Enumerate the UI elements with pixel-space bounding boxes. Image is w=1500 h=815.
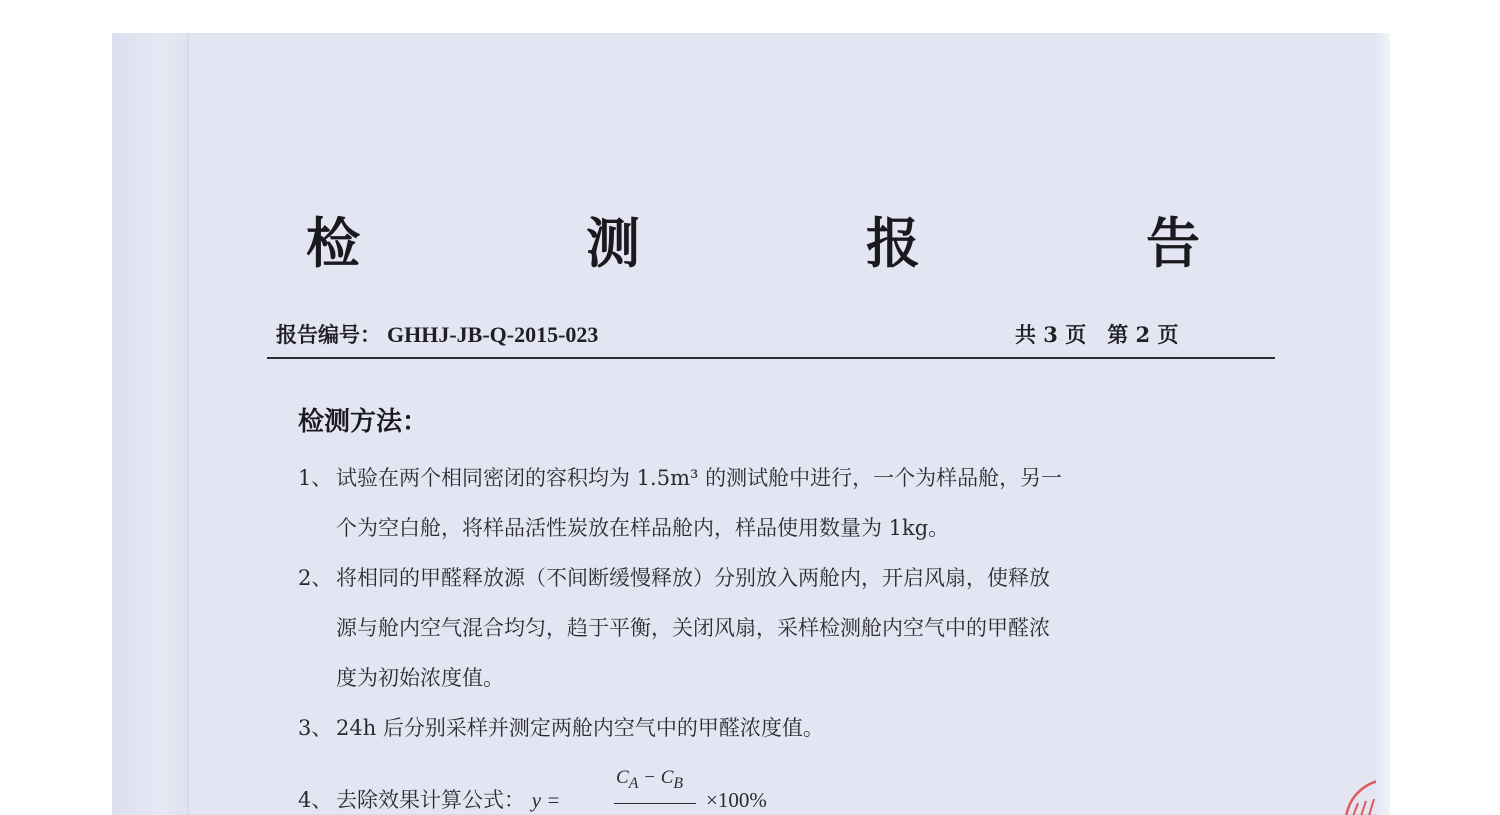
fraction-bar — [614, 803, 696, 804]
formula-numerator: $C_A - C_B$ — [616, 767, 684, 792]
item-number: 2、 — [298, 566, 333, 590]
page-count: 共 3 页 第 2 页 — [1015, 322, 1179, 347]
report-page — [112, 33, 1390, 815]
page-title: 检 测 报 告 — [306, 211, 1286, 275]
report-number — [276, 319, 598, 349]
report-number-value: GHHJ-JB-Q-2015-023 — [387, 322, 599, 347]
item-number: 4、 — [298, 788, 333, 812]
formula-label: 去除效果计算公式： — [336, 788, 525, 812]
method-item-4 — [298, 767, 1238, 815]
item-line: 将相同的甲醛释放源（不间断缓慢释放）分别放入两舱内，开启风扇，使释放 — [336, 566, 1050, 590]
item-line: 24h 后分别采样并测定两舱内空气中的甲醛浓度值。 — [336, 716, 824, 740]
item-line: 源与舱内空气混合均匀，趋于平衡，关闭风扇，采样检测舱内空气中的甲醛浓 — [336, 616, 1050, 640]
header-divider — [267, 357, 1275, 359]
method-item-3 — [298, 703, 1238, 753]
item-number: 3、 — [298, 716, 333, 740]
method-item-2 — [298, 553, 1238, 703]
item-line: 度为初始浓度值。 — [336, 666, 504, 690]
formula-row — [336, 775, 1238, 815]
formula-multiplier: ×100% — [706, 788, 767, 812]
item-number: 1、 — [298, 466, 333, 490]
item-line: 个为空白舱，将样品活性炭放在样品舱内，样品使用数量为 1kg。 — [336, 516, 950, 540]
item-line: 试验在两个相同密闭的容积均为 1.5m³ 的测试舱中进行，一个为样品舱，另一 — [336, 466, 1063, 490]
report-number-label: 报告编号： — [276, 322, 381, 347]
section-heading: 检测方法： — [298, 407, 429, 437]
formula-lhs: y = — [531, 788, 561, 812]
seal-stamp-icon — [1340, 773, 1390, 815]
method-item-1 — [298, 453, 1238, 553]
